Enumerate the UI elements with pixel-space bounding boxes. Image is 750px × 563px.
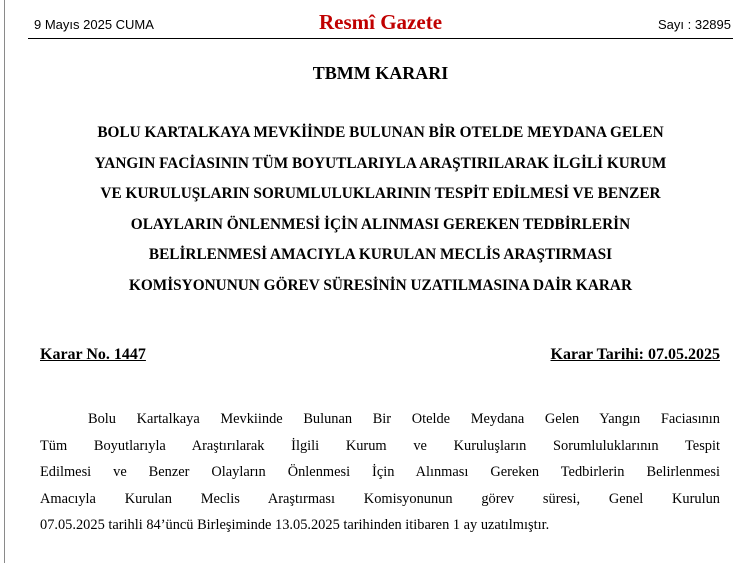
gazette-header [28,8,733,39]
issue-number: Sayı : 32895 [658,17,731,32]
decision-title [28,118,733,302]
decision-body [40,406,720,539]
decision-title-line: BOLU KARTALKAYA MEVKİİNDE BULUNAN BİR OTELDE MEYDANA GELEN [97,124,664,141]
body-line: Amacıyla Kurulan Meclis Araştırması Komisyonunun görev süresi, Genel Kurulun [40,490,720,507]
header-date: 9 Mayıs 2025 CUMA [34,17,154,32]
gazette-logo-title: Resmî Gazete [318,10,443,34]
body-line: Edilmesi ve Benzer Olayların Önlenmesi İçin Alınması Gereken Tedbirlerin Belirlenmesi [40,464,720,480]
page-left-border [4,0,5,563]
decision-number: Karar No. 1447 [40,346,146,363]
section-title: TBMM KARARI [312,63,449,83]
decision-title-line: BELİRLENMESİ AMACIYLA KURULAN MECLİS ARAŞTIRMASI [148,246,613,264]
body-line: Tüm Boyutlarıyla Araştırılarak İlgili Kurum ve Kuruluşların Sorumluluklarının Tespit [40,437,720,454]
decision-title-line: VE KURULUŞLARIN SORUMLULUKLARININ TESPİT EDİLMESİ VE BENZER [100,185,661,203]
body-line: 07.05.2025 tarihli 84’üncü Birleşiminde 13.05.2025 tarihinden itibaren 1 ay uzatılmıştır. [40,517,550,533]
decision-date: Karar Tarihi: 07.05.2025 [550,346,720,363]
decision-meta [40,346,720,370]
decision-title-line: YANGIN FACİASININ TÜM BOYUTLARIYLA ARAŞTIRILARAK İLGİLİ KURUM [94,154,667,172]
decision-title-line: KOMİSYONUNUN GÖREV SÜRESİNİN UZATILMASINA DAİR KARAR [128,276,633,294]
body-line: Bolu Kartalkaya Mevkiinde Bulunan Bir Otelde Meydana Gelen Yangın Faciasının [88,411,720,427]
decision-title-line: OLAYLARIN ÖNLENMESİ İÇİN ALINMASI GEREKEN TEDBİRLERİN [130,215,631,233]
